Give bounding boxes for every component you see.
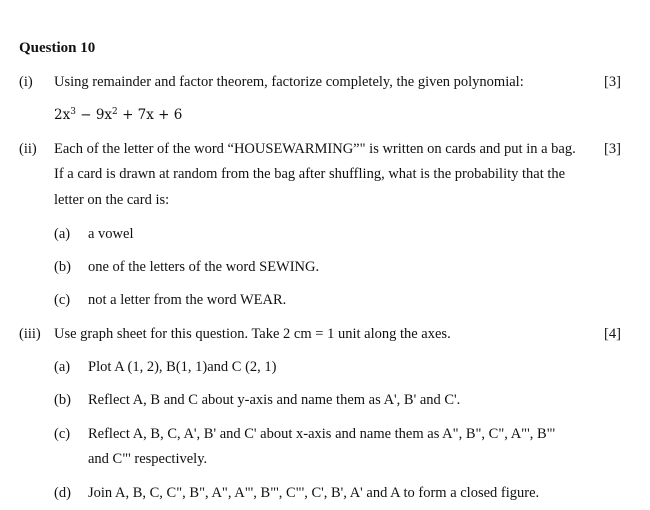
q2b-label: (b) xyxy=(54,259,71,275)
q3a-text: Plot A (1, 2), B(1, 1)and C (2, 1) xyxy=(88,359,277,375)
q2c-text: not a letter from the word WEAR. xyxy=(88,292,287,308)
q2a-text: a vowel xyxy=(88,226,134,242)
q3-text: Use graph sheet for this question. Take 2 cm = 1 unit along the axes. xyxy=(54,326,451,342)
poly-term-2: − 9x xyxy=(75,107,113,123)
q1-marks: [3] xyxy=(604,74,621,90)
q3-number: (iii) xyxy=(19,326,41,342)
q2c-label: (c) xyxy=(54,292,71,308)
q3b-text: Reflect A, B and C about y-axis and name them as A', B' and C'. xyxy=(88,392,461,408)
q2-line-2: If a card is drawn at random from the bag after shuffling, what is the probability that the xyxy=(54,166,566,182)
q1-polynomial xyxy=(54,107,182,124)
q3c-text: Reflect A, B, C, A', B' and C' about x-axis and name them as A", B", C", A"', B"' xyxy=(88,426,556,442)
q2-line-1: Each of the letter of the word “HOUSEWARMING”" is written on cards and put in a bag. xyxy=(54,141,576,157)
q1-text: Using remainder and factor theorem, factorize completely, the given polynomial: xyxy=(54,74,524,90)
q3-marks: [4] xyxy=(604,326,621,342)
q3c-continuation: and C"' respectively. xyxy=(88,451,208,467)
poly-term-3: + 7x + 6 xyxy=(117,107,183,123)
question-title: Question 10 xyxy=(19,40,96,56)
q1-number: (i) xyxy=(19,74,33,90)
q3a-label: (a) xyxy=(54,359,71,375)
q3c-label: (c) xyxy=(54,426,71,442)
q3b-label: (b) xyxy=(54,392,71,408)
poly-exp-1: 3 xyxy=(70,107,76,117)
q2b-text: one of the letters of the word SEWING. xyxy=(88,259,320,275)
q2-number: (ii) xyxy=(19,141,37,157)
q3d-label: (d) xyxy=(54,485,71,501)
poly-exp-2: 2 xyxy=(112,107,118,117)
q2-marks: [3] xyxy=(604,141,621,157)
q2-line-3: letter on the card is: xyxy=(54,192,170,208)
q2a-label: (a) xyxy=(54,226,71,242)
q3d-text: Join A, B, C, C", B", A", A"', B"', C"', C', B', A' and A to form a closed figure. xyxy=(88,485,540,501)
poly-term-1: 2x xyxy=(54,107,71,123)
